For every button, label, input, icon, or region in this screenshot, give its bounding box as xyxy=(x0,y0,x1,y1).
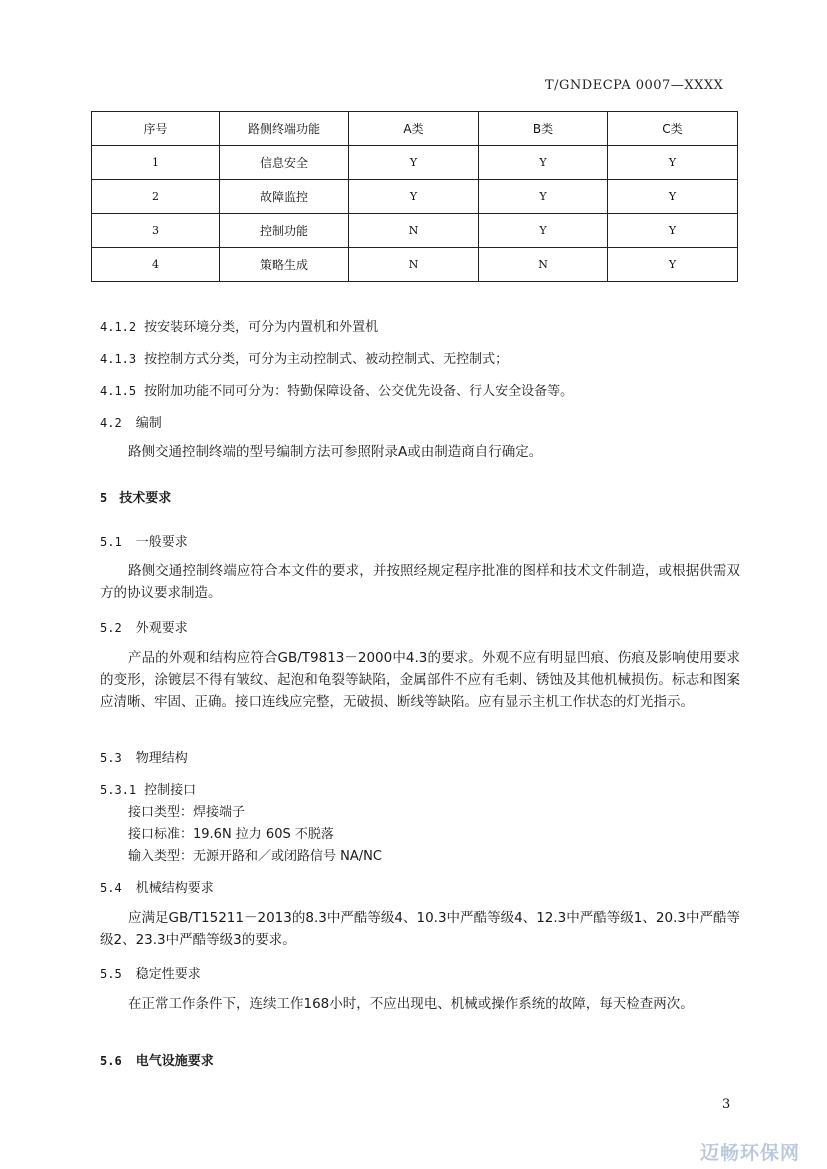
header-cell-index: 序号 xyxy=(92,112,220,146)
table-cell: Y xyxy=(608,146,738,180)
chapter-number: 5 xyxy=(100,491,108,505)
clause-number: 4.1.3 xyxy=(100,352,137,366)
header-cell-function: 路侧终端功能 xyxy=(220,112,349,146)
section-title: 外观要求 xyxy=(135,621,188,636)
watermark: 迈畅环保网 xyxy=(700,1142,801,1164)
heading-5 xyxy=(100,487,171,506)
table-cell: 信息安全 xyxy=(220,146,349,180)
document-code: T/GNDECPA 0007—XXXX xyxy=(545,78,724,93)
heading-5-4 xyxy=(100,877,214,896)
section-number: 5.3.1 xyxy=(100,783,137,797)
clause-number: 4.1.2 xyxy=(100,320,137,334)
table-cell: Y xyxy=(479,180,608,214)
section-title: 编制 xyxy=(135,416,162,431)
input-type-line: 输入类型：无源开路和／或闭路信号 NA/NC xyxy=(128,849,382,864)
section-5-2-body: 产品的外观和结构应符合GB/T9813－2000中4.3的要求。外观不应有明显凹痕、伤痕及影响使用要求的变形，涂镀层不得有皱纹、起泡和龟裂等缺陷，金属部件不应有毛刺、锈蚀及其他机械损伤。标志和图案应清晰、牢固、正确。接口连线应完整，无破损、断线等缺陷。应有显示主机工作状态的灯光指示。 xyxy=(100,650,740,710)
clause-4-1-3 xyxy=(100,348,508,367)
interface-type-line: 接口类型：焊接端子 xyxy=(128,805,246,820)
table-cell: Y xyxy=(349,146,479,180)
table-row xyxy=(92,214,738,248)
section-number: 5.4 xyxy=(100,881,122,895)
section-5-4-body: 应满足GB/T15211－2013的8.3中严酷等级4、10.3中严酷等级4、12.3中严酷等级1、20.3中严酷等级2、23.3中严酷等级3的要求。 xyxy=(100,910,740,948)
table-cell: N xyxy=(349,248,479,282)
header-cell-class-b: B类 xyxy=(479,112,608,146)
clause-text: 按附加功能不同可分为：特勤保障设备、公交优先设备、行人安全设备等。 xyxy=(144,384,574,399)
section-5-5-body: 在正常工作条件下，连续工作168小时，不应出现电、机械或操作系统的故障，每天检查两次。 xyxy=(128,996,694,1012)
clause-4-1-2 xyxy=(100,316,378,335)
table-cell: Y xyxy=(479,146,608,180)
table-cell: 故障监控 xyxy=(220,180,349,214)
table-row xyxy=(92,146,738,180)
table-cell: 4 xyxy=(92,248,220,282)
header-cell-class-c: C类 xyxy=(608,112,738,146)
clause-text: 按控制方式分类，可分为主动控制式、被动控制式、无控制式； xyxy=(144,352,509,367)
clause-text: 按安装环境分类，可分为内置机和外置机 xyxy=(144,320,379,335)
heading-5-3-1 xyxy=(100,779,196,798)
section-number: 5.6 xyxy=(100,1054,122,1068)
heading-5-3 xyxy=(100,747,188,766)
section-title: 机械结构要求 xyxy=(135,881,214,896)
heading-5-5 xyxy=(100,963,201,982)
section-number: 5.5 xyxy=(100,967,122,981)
table-cell: Y xyxy=(349,180,479,214)
section-number: 5.3 xyxy=(100,751,122,765)
table-cell: 控制功能 xyxy=(220,214,349,248)
clause-4-1-5 xyxy=(100,380,573,399)
section-title: 稳定性要求 xyxy=(135,967,201,982)
section-4-2-body: 路侧交通控制终端的型号编制方法可参照附录A或由制造商自行确定。 xyxy=(128,444,543,460)
page-number: 3 xyxy=(722,1097,731,1112)
section-number: 4.2 xyxy=(100,416,122,430)
heading-5-2 xyxy=(100,617,188,636)
table-cell: Y xyxy=(608,180,738,214)
table-row xyxy=(92,248,738,282)
section-title: 一般要求 xyxy=(135,535,188,550)
chapter-title: 技术要求 xyxy=(119,491,172,506)
header-cell-class-a: A类 xyxy=(349,112,479,146)
section-title: 控制接口 xyxy=(144,783,197,798)
heading-5-1 xyxy=(100,531,188,550)
table-header-row xyxy=(92,112,738,146)
table-cell: 2 xyxy=(92,180,220,214)
table-cell: 3 xyxy=(92,214,220,248)
section-5-1-body: 路侧交通控制终端应符合本文件的要求，并按照经规定程序批准的图样和技术文件制造，或根据供需双方的协议要求制造。 xyxy=(100,563,740,601)
section-title: 物理结构 xyxy=(135,751,188,766)
table-cell: 策略生成 xyxy=(220,248,349,282)
section-title: 电气设施要求 xyxy=(135,1054,214,1069)
table-cell: N xyxy=(349,214,479,248)
section-number: 5.2 xyxy=(100,621,122,635)
clause-number: 4.1.5 xyxy=(100,384,137,398)
section-number: 5.1 xyxy=(100,535,122,549)
table-row xyxy=(92,180,738,214)
function-classification-table xyxy=(91,111,738,282)
table-cell: Y xyxy=(608,248,738,282)
heading-4-2 xyxy=(100,412,162,431)
heading-5-6 xyxy=(100,1050,214,1069)
table-cell: Y xyxy=(608,214,738,248)
table-cell: 1 xyxy=(92,146,220,180)
interface-standard-line: 接口标准：19.6N 拉力 60S 不脱落 xyxy=(128,827,334,842)
table-cell: Y xyxy=(479,214,608,248)
table-cell: N xyxy=(479,248,608,282)
